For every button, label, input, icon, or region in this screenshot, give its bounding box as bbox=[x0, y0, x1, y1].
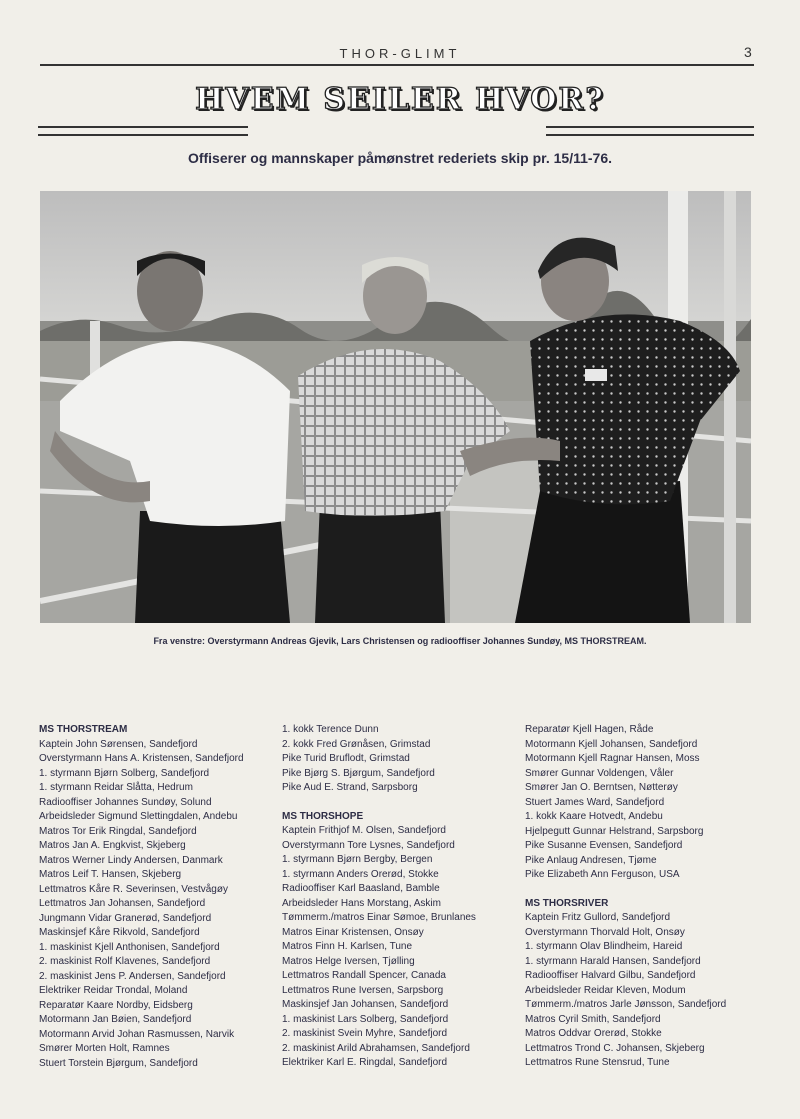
crew-member: Reparatør Kaare Nordby, Eidsberg bbox=[39, 999, 193, 1011]
crew-member: Matros Jan A. Engkvist, Skjeberg bbox=[39, 840, 186, 851]
crew-member: Motormann Jan Bøien, Sandefjord bbox=[39, 1014, 192, 1025]
crew-member: Lettmatros Kåre R. Severinsen, Vestvågøy bbox=[39, 883, 228, 895]
crew-member: Radiooffiser Karl Baasland, Bamble bbox=[282, 883, 440, 894]
crew-member: Smører Gunnar Voldengen, Våler bbox=[525, 767, 674, 779]
crew-member: Stuert James Ward, Sandefjord bbox=[525, 796, 665, 808]
crew-member: Maskinsjef Kåre Rikvold, Sandefjord bbox=[39, 927, 200, 938]
crew-member: 1. styrmann Olav Blindheim, Hareid bbox=[525, 941, 683, 952]
crew-member: Matros Finn H. Karlsen, Tune bbox=[282, 941, 413, 952]
crew-member: 1. kokk Terence Dunn bbox=[282, 724, 379, 735]
header-rule bbox=[40, 64, 754, 66]
crew-member: Motormann Kjell Ragnar Hansen, Moss bbox=[525, 753, 700, 764]
crew-member: Pike Elizabeth Ann Ferguson, USA bbox=[525, 869, 680, 880]
crew-member: Pike Anlaug Andresen, Tjøme bbox=[525, 854, 657, 866]
crew-member: 1. styrmann Reidar Slåtta, Hedrum bbox=[39, 782, 193, 793]
crew-member: Tømmerm./matros Jarle Jønsson, Sandefjord bbox=[525, 999, 727, 1010]
crew-member: Overstyrmann Tore Lysnes, Sandefjord bbox=[282, 839, 455, 851]
crew-member: 1. styrmann Anders Orerød, Stokke bbox=[282, 868, 439, 880]
crew-member: Radiooffiser Halvard Gilbu, Sandefjord bbox=[525, 970, 696, 981]
subtitle: Offiserer og mannskaper påmønstret rederiets skip pr. 15/11-76. bbox=[187, 150, 613, 166]
ship-block bbox=[525, 723, 765, 883]
crew-member: Kaptein John Sørensen, Sandefjord bbox=[39, 738, 198, 750]
crew-member: Smører Jan O. Berntsen, Nøtterøy bbox=[525, 782, 678, 793]
crew-member: Jungmann Vidar Granerød, Sandefjord bbox=[39, 912, 212, 924]
page-title: HVEM SEILER HVOR? bbox=[195, 82, 605, 117]
crew-member: Matros Werner Lindy Andersen, Danmark bbox=[39, 854, 223, 866]
ship-name: MS THORSRIVER bbox=[525, 897, 609, 909]
crew-member: Pike Bjørg S. Bjørgum, Sandefjord bbox=[282, 767, 435, 779]
title-rule-right bbox=[546, 126, 754, 136]
crew-member: 2. maskinist Svein Myhre, Sandefjord bbox=[282, 1028, 448, 1039]
crew-member: Motormann Arvid Johan Rasmussen, Narvik bbox=[39, 1028, 235, 1040]
title-rule-left bbox=[38, 126, 248, 136]
crew-column-2 bbox=[282, 723, 522, 1085]
photo-post-2 bbox=[724, 191, 736, 623]
crew-member: 2. maskinist Jens P. Andersen, Sandefjord bbox=[39, 970, 226, 982]
ship-block bbox=[282, 723, 522, 796]
crew-member: Tømmerm./matros Einar Sømoe, Brunlanes bbox=[282, 912, 476, 923]
crew-member: Matros Helge Iversen, Tjølling bbox=[282, 955, 415, 967]
crew-member: Lettmatros Trond C. Johansen, Skjeberg bbox=[525, 1042, 705, 1054]
crew-member: Radiooffiser Johannes Sundøy, Solund bbox=[39, 796, 212, 808]
crew-member: Elektriker Reidar Trondal, Moland bbox=[39, 985, 188, 996]
crew-member: Arbeidsleder Hans Morstang, Askim bbox=[282, 897, 441, 909]
crew-member: 1. styrmann Bjørn Bergby, Bergen bbox=[282, 854, 433, 865]
crew-member: Overstyrmann Thorvald Holt, Onsøy bbox=[525, 926, 685, 938]
crew-member: Arbeidsleder Sigmund Slettingdalen, Andebu bbox=[39, 811, 238, 822]
crew-member: 1. maskinist Kjell Anthonisen, Sandefjord bbox=[39, 941, 220, 953]
crew-member: Matros Oddvar Orerød, Stokke bbox=[525, 1028, 662, 1039]
crew-member: Maskinsjef Jan Johansen, Sandefjord bbox=[282, 999, 449, 1010]
crew-member: 1. maskinist Lars Solberg, Sandefjord bbox=[282, 1013, 449, 1025]
ship-block bbox=[282, 810, 522, 1071]
crew-member: 2. kokk Fred Grønåsen, Grimstad bbox=[282, 738, 431, 750]
crew-member: Overstyrmann Hans A. Kristensen, Sandefjord bbox=[39, 753, 244, 764]
crew-column-3 bbox=[525, 723, 765, 1085]
crew-member: Matros Cyril Smith, Sandefjord bbox=[525, 1013, 661, 1025]
ship-block bbox=[39, 723, 279, 1071]
crew-member: Matros Tor Erik Ringdal, Sandefjord bbox=[39, 825, 197, 837]
crew-member: Lettmatros Rune Iversen, Sarpsborg bbox=[282, 984, 444, 996]
crew-member: Reparatør Kjell Hagen, Råde bbox=[525, 724, 654, 735]
crew-member: Lettmatros Rune Stensrud, Tune bbox=[525, 1057, 670, 1068]
crew-member: Motormann Kjell Johansen, Sandefjord bbox=[525, 738, 698, 750]
photo-caption: Fra venstre: Overstyrmann Andreas Gjevik, Lars Christensen og radiooffiser Johannes Sundøy, MS THORSTREAM. bbox=[153, 636, 647, 646]
crew-member: 2. maskinist Rolf Klavenes, Sandefjord bbox=[39, 956, 211, 967]
crew-column-1 bbox=[39, 723, 279, 1085]
ship-name: MS THORSTREAM bbox=[39, 724, 128, 735]
page-number: 3 bbox=[744, 44, 752, 60]
crew-member: Pike Aud E. Strand, Sarpsborg bbox=[282, 782, 418, 793]
running-head: THOR-GLIMT bbox=[339, 46, 461, 61]
crew-member: Pike Turid Bruflodt, Grimstad bbox=[282, 753, 410, 764]
crew-member: Lettmatros Jan Johansen, Sandefjord bbox=[39, 898, 206, 909]
crew-member: 1. styrmann Bjørn Solberg, Sandefjord bbox=[39, 767, 210, 779]
ship-name: MS THORSHOPE bbox=[282, 810, 364, 822]
crew-member: Arbeidsleder Reidar Kleven, Modum bbox=[525, 984, 686, 996]
crew-member: Hjelpegutt Gunnar Helstrand, Sarpsborg bbox=[525, 825, 704, 837]
crew-member: Kaptein Fritz Gullord, Sandefjord bbox=[525, 912, 671, 923]
crew-photo bbox=[40, 191, 751, 623]
crew-member: Elektriker Karl E. Ringdal, Sandefjord bbox=[282, 1057, 448, 1068]
ship-block bbox=[525, 897, 765, 1071]
crew-member: Smører Morten Holt, Ramnes bbox=[39, 1043, 170, 1054]
crew-member: Pike Susanne Evensen, Sandefjord bbox=[525, 840, 683, 851]
crew-member: 2. maskinist Arild Abrahamsen, Sandefjord bbox=[282, 1042, 470, 1054]
crew-member: Kaptein Frithjof M. Olsen, Sandefjord bbox=[282, 825, 446, 836]
crew-member: Matros Leif T. Hansen, Skjeberg bbox=[39, 869, 182, 880]
crew-member: 1. styrmann Harald Hansen, Sandefjord bbox=[525, 955, 701, 967]
crew-member: Matros Einar Kristensen, Onsøy bbox=[282, 926, 424, 938]
crew-member: Lettmatros Randall Spencer, Canada bbox=[282, 970, 446, 981]
crew-member: Stuert Torstein Bjørgum, Sandefjord bbox=[39, 1057, 198, 1069]
crew-member: 1. kokk Kaare Hotvedt, Andebu bbox=[525, 811, 663, 822]
